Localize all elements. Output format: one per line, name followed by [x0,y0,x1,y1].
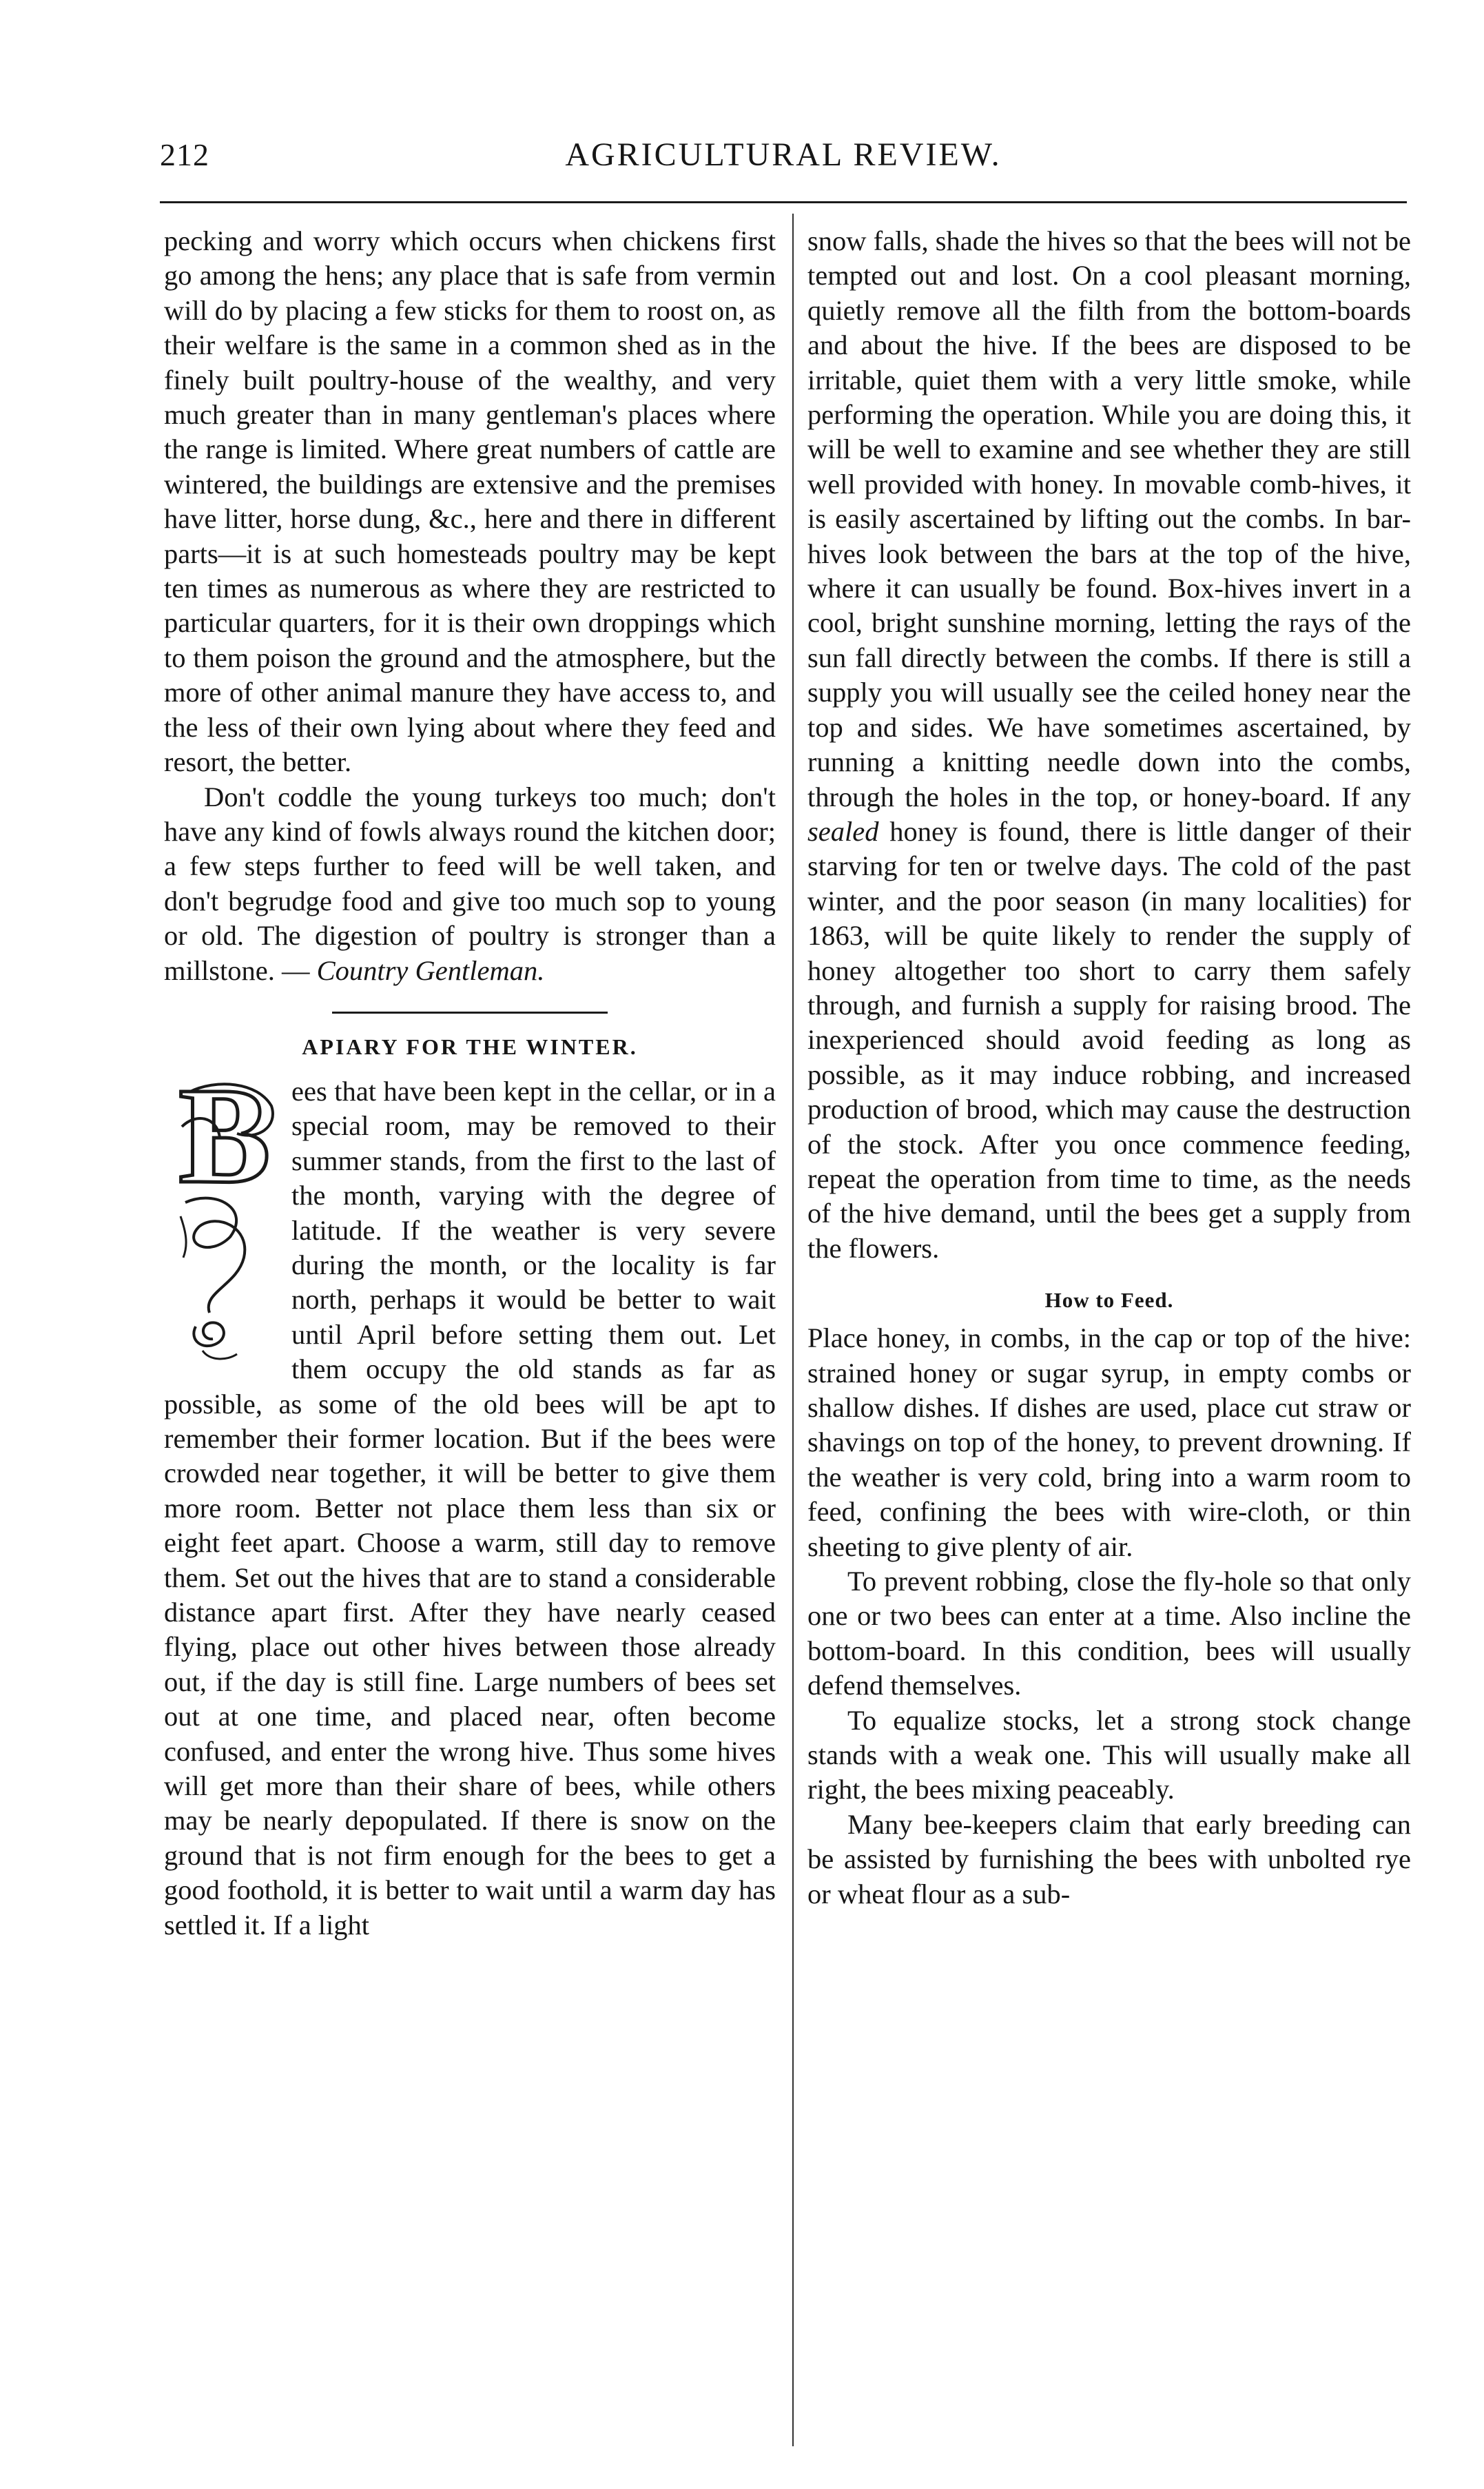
sealed-emphasis: sealed [807,815,879,847]
robbing-paragraph: To prevent robbing, close the fly-hole so that only one or two bees can enter at a time. Also incline the bottom-board. In this condition, bees will usually defend themselves. [807,1566,1411,1701]
left-column [164,224,776,2464]
page-number: 212 [160,137,209,172]
apiary-paragraph-text: ees that have been kept in the cellar, or in a special room, may be removed to their summer stands, from the first to the last of the month, varying with the degree of latitude. If the weather is very severe during the month, or the locality is far north, perhaps it would be better to wait until April before setting them out. Let them occupy the old stands as far as possible, as some of the old bees will be apt to remember their former location. But if the bees were crowded near together, it will be better to give them more room. Better not place them less than six or eight feet apart. Choose a warm, still day to remove them. Set out the hives that are to stand a considerable distance apart first. After they have nearly ceased flying, place out other hives between those already out, if the day is still fine. Large numbers of bees set out at one time, and placed near, often become confused, and enter the wrong hive. Thus some hives will get more than their share of bees, while others may be nearly depopulated. If there is snow on the ground that is not firm enough for the bees to get a good foothold, it is better to wait until a warm day has settled it. If a light [164,1075,776,1940]
turkeys-paragraph [164,780,776,988]
how-to-feed-heading: How to Feed. [1044,1288,1174,1313]
turkeys-paragraph-text: Don't coddle the young turkeys too much; don't have any kind of fowls always round the kitchen door; a few steps further to feed will be well taken, and don't begrudge food and give too much sop to young or old. The digestion of poultry is stronger than a millstone. — [164,781,776,986]
equalize-paragraph: To equalize stocks, let a strong stock change stands with a weak one. This will usually make all right, the bees mixing peaceably. [807,1704,1411,1805]
apiary-continued-text-b: honey is found, there is little danger of their starving for ten or twelve days. The cold of the past winter, and the poor season (in many localities) for 1863, will be quite likely to render the supply of honey altogether too short to carry them safely through, and furnish a supply for raising brood. The inexperienced should avoid feeding as long as possible, as it may induce robbing, and increased production of brood, which may cause the destruction of the stock. After you once commence feeding, repeat the operation from time to time, as the needs of the hive demand, until the bees get a supply from the flowers. [807,815,1411,1264]
page-header [160,131,1407,186]
source-attribution: Country Gentleman. [316,954,545,986]
section-heading: APIARY FOR THE WINTER. [302,1034,638,1059]
apiary-paragraph [164,1074,776,1943]
ornamental-dropcap-b-icon [168,1078,282,1368]
apiary-paragraph-continued [807,224,1411,1266]
dropcap-letter: B [178,1078,271,1212]
section-divider [332,1012,608,1014]
column-divider [792,214,794,2446]
early-breeding-paragraph: Many bee-keepers claim that early breeding can be assisted by furnishing the bees with unbolted rye or wheat flour as a sub- [807,1808,1411,1909]
feeding-paragraph: Place honey, in combs, in the cap or top of the hive: strained honey or sugar syrup, in empty combs or shallow dishes. If dishes are used, place cut straw or shavings on top of the honey, to prevent drowning. If the weather is very cold, bring into a warm room to feed, confining the bees with wire-cloth, or thin sheeting to give plenty of air. [807,1322,1411,1562]
apiary-continued-text-a: snow falls, shade the hives so that the bees will not be tempted out and lost. On a cool pleasant morning, quietly remove all the filth from the bottom-boards and about the hive. If the bees are disposed to be irritable, quiet them with a very little smoke, while performing the operation. While you are doing this, it will be well to examine and see whether they are still well provided with honey. In movable comb-hives, it is easily ascertained by lifting out the combs. In bar-hives look between the bars at the top of the hive, where it can usually be found. Box-hives invert in a cool, bright sunshine morning, letting the rays of the sun fall directly between the combs. If there is still a supply you will usually see the ceiled honey near the top and sides. We have sometimes ascertained, by running a knitting needle down into the combs, through the holes in the top, or honey-board. If any [807,225,1411,812]
header-rule [160,201,1407,203]
poultry-paragraph-continued: pecking and worry which occurs when chickens first go among the hens; any place that is safe from vermin will do by placing a few sticks for them to roost on, as their welfare is the same in a common shed as in the finely built poultry-house of the wealthy, and very much greater than in many gentleman's places where the range is limited. Where great numbers of cattle are wintered, the buildings are extensive and the premises have litter, horse dung, &c., here and there in different parts—it is at such homesteads poultry may be kept ten times as numerous as where they are restricted to particular quarters, for it is their own droppings which to them poison the ground and the atmosphere, but the more of other animal manure they have access to, and the less of their own lying about where they feed and resort, the better. [164,225,776,778]
running-head: AGRICULTURAL REVIEW. [565,136,1002,173]
right-column [807,224,1411,2464]
